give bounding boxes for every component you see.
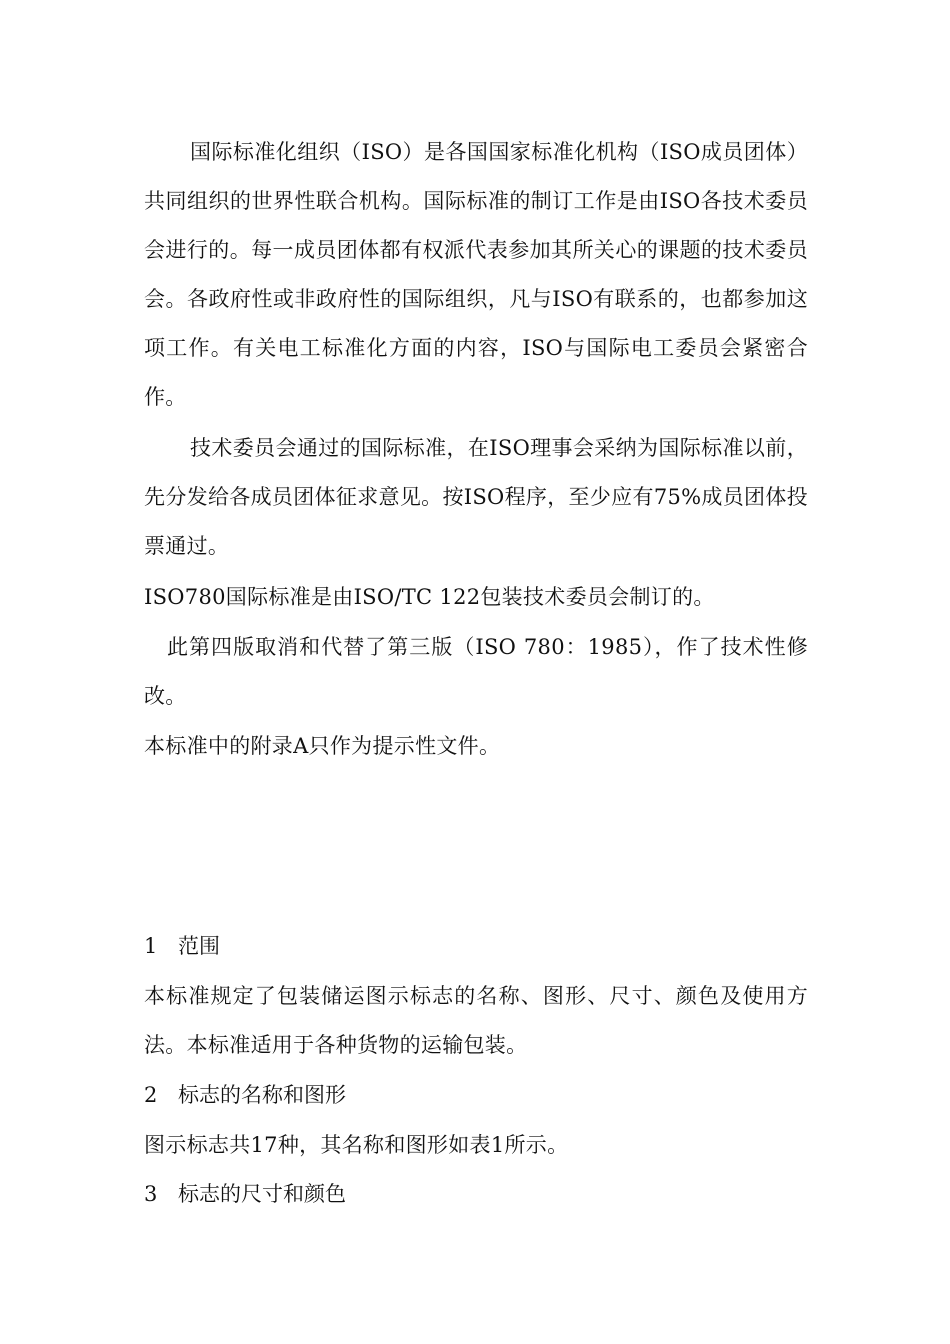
foreword-paragraph-1: 国际标准化组织（ISO）是各国国家标准化机构（ISO成员团体）共同组织的世界性联合机构。国际标准的制订工作是由ISO各技术委员会进行的。每一成员团体都有权派代表参加其所关心的课题的技术委员会。各政府性或非政府性的国际组织，凡与ISO有联系的，也都参加这项工作。有关电工标准化方面的内容，ISO与国际电工委员会紧密合作。 (144, 140, 808, 409)
foreword-paragraph-3: ISO780国际标准是由ISO/TC 122包装技术委员会制订的。 (144, 585, 715, 609)
section-1-body: 本标准规定了包装储运图示标志的名称、图形、尺寸、颜色及使用方法。本标准适用于各种货物的运输包装。 (144, 984, 808, 1057)
section-number: 3 (144, 1182, 158, 1206)
section-title: 范围 (178, 934, 220, 958)
section-title: 标志的名称和图形 (178, 1083, 346, 1107)
section-number: 1 (144, 934, 158, 958)
section-title: 标志的尺寸和颜色 (178, 1182, 346, 1206)
foreword-paragraph-4: 此第四版取消和代替了第三版（ISO 780：1985），作了技术性修改。 (144, 635, 808, 708)
foreword-paragraph-5: 本标准中的附录A只作为提示性文件。 (144, 734, 501, 758)
foreword-paragraph-2: 技术委员会通过的国际标准，在ISO理事会采纳为国际标准以前，先分发给各成员团体征求意见。按ISO程序，至少应有75%成员团体投票通过。 (144, 436, 808, 558)
section-heading-3 (144, 1170, 346, 1219)
section-heading-1 (144, 922, 220, 971)
section-2-body: 图示标志共17种，其名称和图形如表1所示。 (144, 1133, 569, 1157)
section-number: 2 (144, 1083, 158, 1107)
section-heading-2 (144, 1071, 346, 1120)
